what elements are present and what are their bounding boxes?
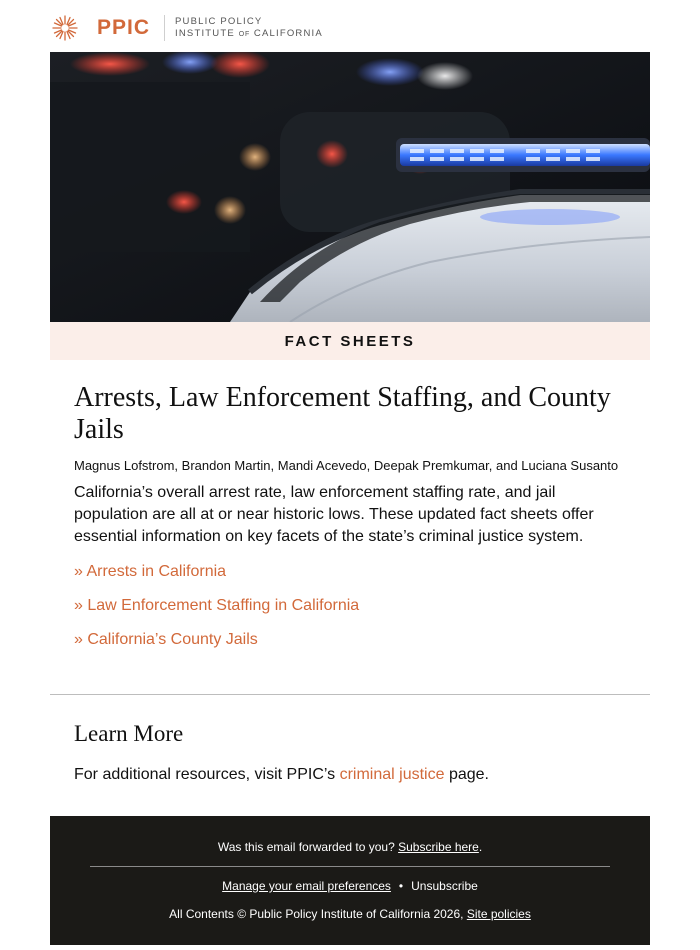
fact-sheet-links [74,562,626,650]
footer-divider [90,866,610,867]
brand-subtitle-california: CALIFORNIA [250,27,323,39]
brand-subtitle-institute: INSTITUTE [175,27,239,39]
learn-more-text [74,764,626,786]
manage-preferences-link[interactable]: Manage your email preferences [222,879,391,893]
section-divider [50,694,650,695]
footer-separator: • [398,879,404,893]
learn-more-text-before: For additional resources, visit PPIC’s [74,766,340,783]
forward-end: . [478,840,483,854]
brand-subtitle-line1: PUBLIC POLICY [175,15,263,27]
article-title[interactable]: Arrests, Law Enforcement Staffing, and County Jails [74,382,611,445]
link-arrests[interactable]: » Arrests in California [74,563,227,580]
category-band [50,322,650,360]
copyright-text: All Contents © Public Policy Institute of California 2026, [169,907,467,921]
hero-image[interactable] [50,52,650,322]
category-label: FACT SHEETS [284,332,416,350]
footer-copyright-line [50,907,650,921]
article [74,382,626,664]
forward-text: Was this email forwarded to you? [217,840,399,854]
site-policies-link[interactable]: Site policies [466,907,531,921]
footer [50,816,650,945]
article-authors: Magnus Lofstrom, Brandon Martin, Mandi Acevedo, Deepak Premkumar, and Luciana Susanto [74,458,619,473]
footer-forward-line [50,840,650,854]
header [50,10,650,46]
unsubscribe-link[interactable]: Unsubscribe [411,879,478,893]
brand-subtitle [175,16,323,41]
brand-subtitle-of: OF [238,30,251,38]
link-county-jails[interactable]: » California’s County Jails [74,631,258,648]
learn-more-section [74,720,626,786]
brand-subtitle-line2 [175,28,323,41]
criminal-justice-link[interactable]: criminal justice [339,766,445,783]
article-summary: California’s overall arrest rate, law enforcement staffing rate, and jail population are all at or near historic lows. These updated fact sheets offer essential information on key facets of the state’s criminal justice system. [74,484,594,545]
subscribe-link[interactable]: Subscribe here [398,840,479,854]
learn-more-text-after: page. [444,766,489,783]
learn-more-heading: Learn More [74,721,184,746]
logo-divider [164,15,165,41]
police-car-illustration [50,52,650,322]
link-law-enforcement-staffing[interactable]: » Law Enforcement Staffing in California [74,597,360,614]
footer-preferences-line [50,879,650,893]
brand-wordmark[interactable]: PPIC [97,16,151,39]
sunburst-icon [52,15,78,41]
